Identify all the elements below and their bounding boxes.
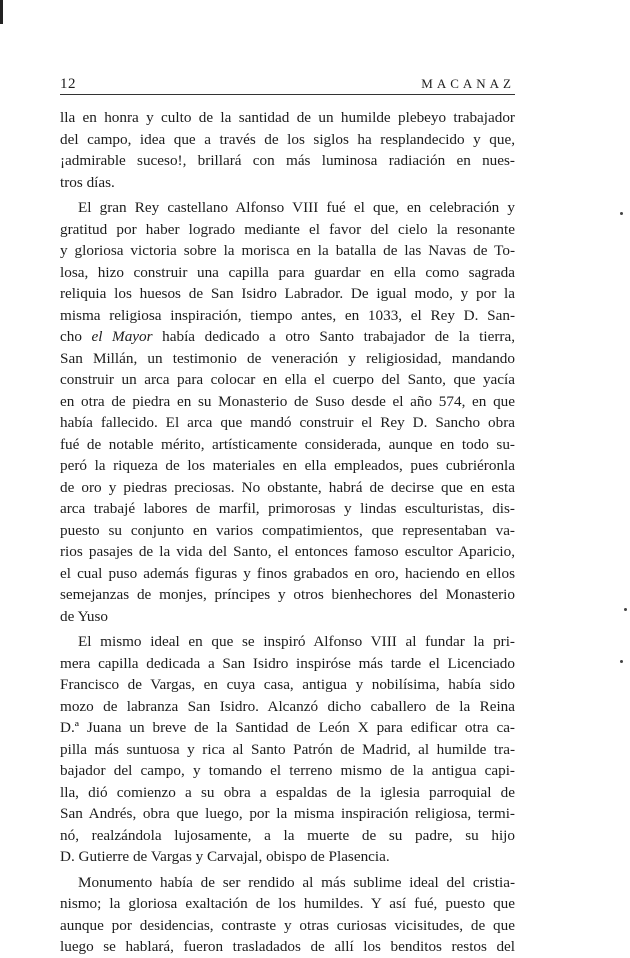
text-line: El gran Rey castellano Alfonso VIII fué el que, en celebración y xyxy=(78,199,515,216)
text-line: de oro y piedras preciosas. No obstante, habrá de decirse que en esta xyxy=(60,478,515,496)
text-line: mozo de labranza San Isidro. Alcanzó dicho caballero de la Reina xyxy=(60,697,515,715)
stray-ink-mark xyxy=(620,660,623,663)
text-line: construir un arca para colocar en ella el cuerpo del Santo, que yacía xyxy=(60,371,515,388)
text-line: en otra de piedra en su Monasterio de Suso desde el año 574, en que xyxy=(60,392,515,410)
text-line: Francisco de Vargas, en cuya casa, antigua y nobilísima, había sido xyxy=(60,676,515,693)
text-line-italic-mixed xyxy=(60,326,515,348)
text-line: ¡admirable suceso!, brillará con más luminosa radiación en nues- xyxy=(60,152,515,169)
text-line: misma religiosa inspiración, tiempo antes, en 1033, el Rey D. San- xyxy=(60,306,515,324)
text-line: arca trabajé labores de marfil, primorosas y lindas esculturistas, dis- xyxy=(60,500,515,517)
text-line: mera capilla dedicada a San Isidro inspiróse más tarde el Licenciado xyxy=(60,654,515,672)
paragraph xyxy=(60,872,515,958)
text-line: puesto su conjunto en varios compatimientos, que representaban va- xyxy=(60,521,515,539)
text-line: pilla más suntuosa y rica al Santo Patrón de Madrid, al humilde tra- xyxy=(60,740,515,758)
text-line: El mismo ideal en que se inspiró Alfonso VIII al fundar la pri- xyxy=(78,633,515,650)
text-line: reliquia los huesos de San Isidro Labrador. De igual modo, y por la xyxy=(60,285,515,302)
text-line: y gloriosa victoria sobre la morisca en la batalla de las Navas de To- xyxy=(60,242,515,259)
paragraph xyxy=(60,631,515,868)
text-line: Monumento había de ser rendido al más sublime ideal del cristia- xyxy=(78,873,515,891)
text-line: fué de notable mérito, artísticamente considerada, aunque en todo su- xyxy=(60,435,515,453)
text-line: el cual puso además figuras y finos grabados en oro, haciendo en ellos xyxy=(60,564,515,582)
paragraph xyxy=(60,197,515,627)
text-line: D.ª Juana un breve de la Santidad de León X para edificar otra ca- xyxy=(60,719,515,736)
text-line: peró la riqueza de los materiales en ella empleados, pues cubriéronla xyxy=(60,457,515,474)
scan-edge-mark xyxy=(0,0,3,24)
text-line: nismo; la gloriosa exaltación de los humildes. Y así fué, puesto que xyxy=(60,895,515,912)
page-number: 12 xyxy=(60,76,76,92)
text-line: nó, realzándola lujosamente, a la muerte de su padre, su hijo xyxy=(60,826,515,844)
text-line: rios pasajes de la vida del Santo, el entonces famoso escultor Aparicio, xyxy=(60,543,515,560)
text-line: luego se hablará, fueron trasladados de allí los benditos restos del xyxy=(60,938,515,955)
stray-ink-mark xyxy=(620,212,623,215)
stray-ink-mark xyxy=(624,608,627,611)
text-fragment: cho xyxy=(60,328,92,345)
header-rule xyxy=(60,94,515,95)
body-text xyxy=(60,107,515,958)
text-line: del campo, idea que a través de los siglos ha resplandecido y que, xyxy=(60,130,515,148)
text-line: había fallecido. El arca que mandó construir el Rey D. Sancho obra xyxy=(60,414,515,431)
text-line: San Andrés, obra que luego, por la misma inspiración religiosa, termi- xyxy=(60,805,515,822)
text-line: San Millán, un testimonio de veneración y religiosidad, mandando xyxy=(60,349,515,367)
text-line: D. Gutierre de Vargas y Carvajal, obispo de Plasencia. xyxy=(60,848,390,865)
text-line: aunque por desidencias, contraste y otras curiosas vicisitudes, de que xyxy=(60,916,515,934)
running-head xyxy=(60,76,515,94)
text-line: semejanzas de monjes, príncipes y otros bienhechores del Monasterio xyxy=(60,586,515,603)
text-fragment: había dedicado a otro Santo trabajador de la tierra, xyxy=(152,328,515,345)
running-title: MACANAZ xyxy=(421,76,515,91)
paragraph xyxy=(60,107,515,193)
text-line: tros días. xyxy=(60,173,115,191)
text-line: lla en honra y culto de la santidad de un humilde plebeyo trabajador xyxy=(60,109,515,126)
text-line: bajador del campo, y tomando el terreno mismo de la antigua capi- xyxy=(60,762,515,779)
text-line: de Yuso xyxy=(60,607,108,625)
text-line: gratitud por haber logrado mediante el favor del cielo la resonante xyxy=(60,220,515,238)
text-line: lla, dió comienzo a su obra a espaldas de la iglesia parroquial de xyxy=(60,783,515,801)
text-line: losa, hizo construir una capilla para guardar en ella como sagrada xyxy=(60,263,515,281)
italic-epithet: el Mayor xyxy=(91,328,153,345)
